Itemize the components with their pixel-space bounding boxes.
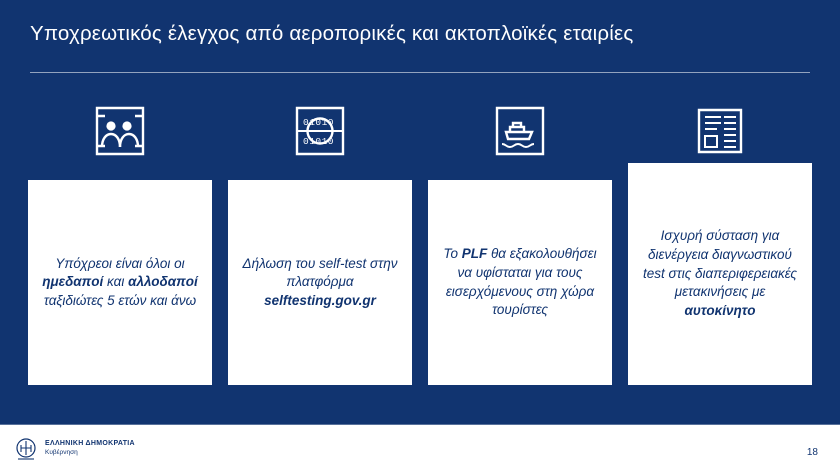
barcode-scan-icon <box>291 95 349 167</box>
card-text-3 <box>428 180 612 385</box>
title-divider <box>30 72 810 73</box>
card2-part0: Δήλωση του self-test στην πλατφόρμα <box>242 255 398 290</box>
card4-part1: αυτοκίνητο <box>684 302 756 318</box>
card-text-4 <box>628 163 812 385</box>
card-text-2 <box>228 180 412 385</box>
columns-container <box>28 95 812 385</box>
page-number: 18 <box>806 447 818 458</box>
card3-part1: PLF <box>461 246 488 262</box>
column-2 <box>228 95 412 385</box>
card1-part3: αλλοδαποί <box>128 274 198 290</box>
document-form-icon <box>691 95 749 167</box>
footer <box>0 425 840 472</box>
ferry-ship-icon <box>491 95 549 167</box>
column-3 <box>428 95 612 385</box>
card1-part2: και <box>103 274 129 290</box>
passenger-gate-icon <box>91 95 149 167</box>
greek-republic-emblem <box>14 436 38 462</box>
footer-line-1: ΕΛΛΗΝΙΚΗ ΔΗΜΟΚΡΑΤΙΑ <box>45 440 135 448</box>
svg-text:01010: 01010 <box>303 136 335 147</box>
column-4 <box>628 95 812 385</box>
svg-text:01010: 01010 <box>303 117 335 128</box>
page-title: Υποχρεωτικός έλεγχος από αεροπορικές και ακτοπλοϊκές εταιρίες <box>30 22 634 45</box>
footer-text <box>45 440 135 457</box>
card4-part0: Ισχυρή σύσταση για διενέργεια διαγνωστικού test στις διαπεριφερειακές μετακινήσεις με <box>643 228 797 300</box>
card1-part4: ταξιδιώτες 5 ετών και άνω <box>43 292 197 308</box>
card1-part1: ημεδαποί <box>42 274 104 290</box>
card1-part0: Υπόχρεοι είναι όλοι οι <box>55 255 185 271</box>
card3-part0: Το <box>443 246 462 262</box>
column-1 <box>28 95 212 385</box>
card-text-1 <box>28 180 212 385</box>
card2-part1: selftesting.gov.gr <box>264 292 376 308</box>
footer-line-2: Κυβέρνηση <box>45 448 78 456</box>
card3-part2: θα εξακολουθήσει να υφίσταται για τους εισερχόμενους στη χώρα τουρίστες <box>445 246 597 318</box>
